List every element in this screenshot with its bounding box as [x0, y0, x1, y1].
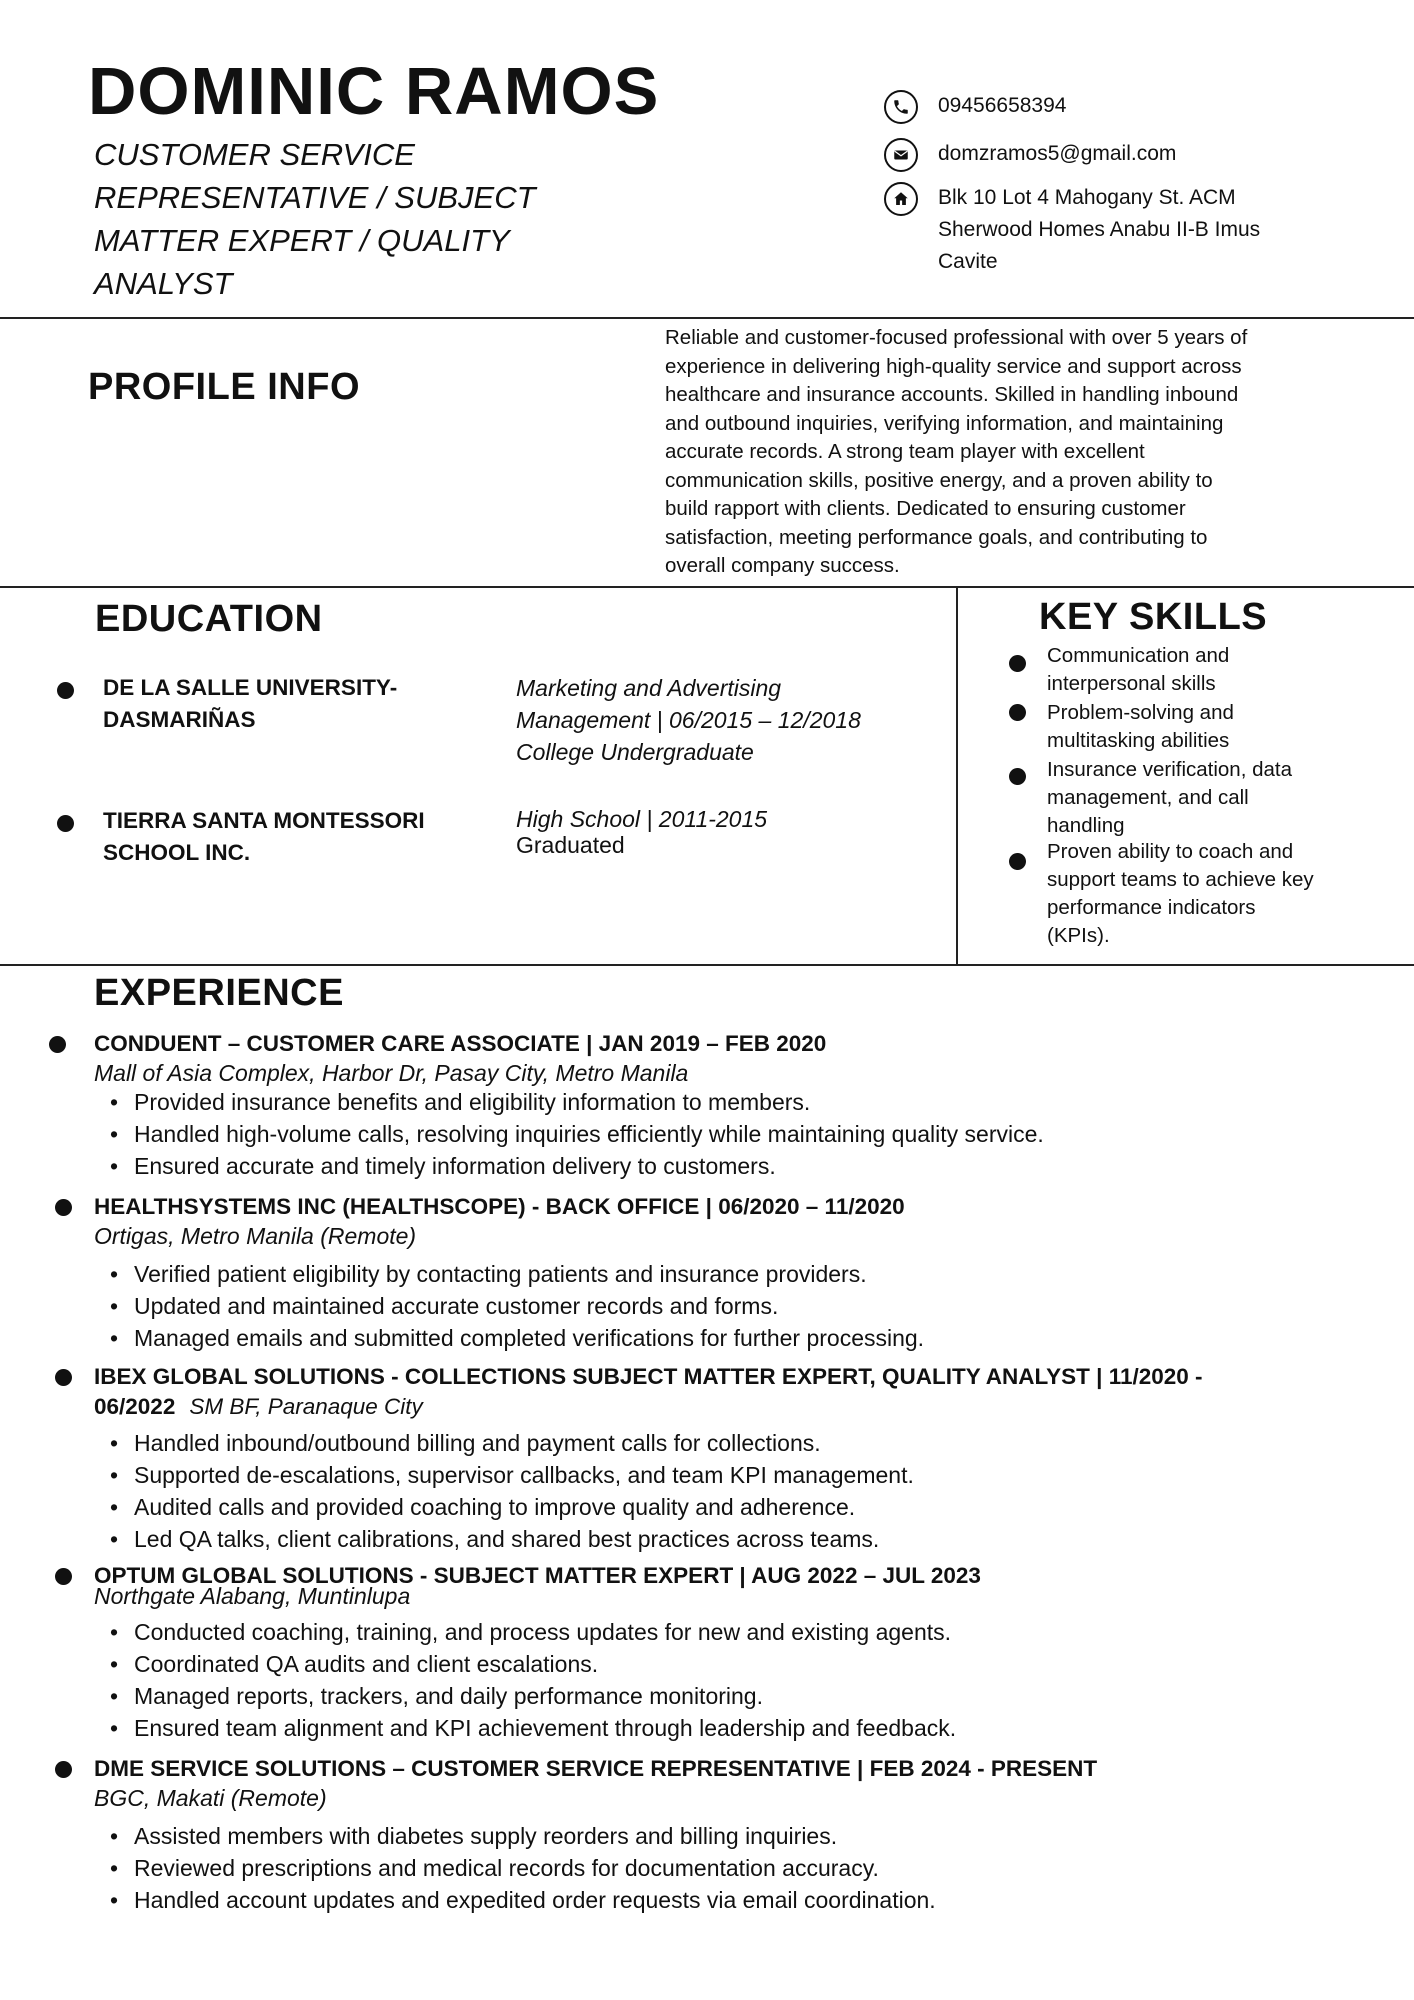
duty-item: • Conducted coaching, training, and process updates for new and existing agents. [110, 1616, 956, 1648]
education-bullet [57, 815, 74, 832]
profile-line: and outbound inquiries, verifying information, and maintaining [665, 411, 1224, 435]
detail-line: College Undergraduate [516, 739, 754, 765]
skill-line: handling [1047, 814, 1125, 837]
detail-line: Marketing and Advertising [516, 675, 782, 701]
job-bullet [55, 1568, 72, 1585]
address-line: Cavite [938, 250, 998, 273]
profile-line: healthcare and insurance accounts. Skilled in handling inbound [665, 383, 1239, 406]
skill-line: Problem-solving and [1047, 701, 1234, 724]
duty-item: • Provided insurance benefits and eligibility information to members. [110, 1086, 1044, 1118]
duty-item: • Assisted members with diabetes supply reorders and billing inquiries. [110, 1820, 936, 1852]
duty-item: • Verified patient eligibility by contacting patients and insurance providers. [110, 1258, 924, 1290]
skill-item [1047, 699, 1377, 755]
detail-line: Management | 06/2015 – 12/2018 [516, 707, 861, 733]
skill-line: performance indicators [1047, 896, 1256, 919]
profile-line: experience in delivering high-quality service and support across [665, 354, 1242, 378]
skill-item [1047, 642, 1377, 698]
job-duties [110, 1427, 914, 1555]
skill-line: Proven ability to coach and [1047, 840, 1294, 863]
detail-status: Graduated [516, 832, 625, 858]
profile-line: communication skills, positive energy, and a proven ability to [665, 468, 1213, 492]
duty-item: • Led QA talks, client calibrations, and shared best practices across teams. [110, 1523, 914, 1555]
email-address[interactable]: domzramos5@gmail.com [938, 142, 1177, 165]
education-detail [516, 805, 767, 857]
education-bullet [57, 682, 74, 699]
job-bullet [55, 1199, 72, 1216]
duty-item: • Ensured team alignment and KPI achievement through leadership and feedback. [110, 1712, 956, 1744]
job-location: BGC, Makati (Remote) [94, 1785, 327, 1811]
duty-item: • Supported de-escalations, supervisor callbacks, and team KPI management. [110, 1459, 914, 1491]
skill-item [1047, 756, 1377, 840]
education-school [103, 805, 425, 869]
education-detail [516, 672, 861, 768]
column-divider [956, 587, 958, 964]
contact-email [884, 138, 1176, 172]
job-title-line: REPRESENTATIVE / SUBJECT [94, 180, 536, 215]
job-location: SM BF, Paranaque City [189, 1394, 423, 1419]
duty-item: • Coordinated QA audits and client escalations. [110, 1648, 956, 1680]
job-title-end: 06/2022 [94, 1394, 176, 1419]
education-heading: EDUCATION [95, 598, 323, 640]
profile-summary [665, 324, 1375, 581]
job-title-line: ANALYST [94, 266, 233, 301]
phone-number[interactable]: 09456658394 [938, 94, 1067, 117]
skill-bullet [1009, 704, 1026, 721]
school-line: DE LA SALLE UNIVERSITY- [103, 675, 398, 700]
divider [0, 317, 1414, 319]
job-title: DME SERVICE SOLUTIONS – CUSTOMER SERVICE REPRESENTATIVE | FEB 2024 - PRESENT [94, 1756, 1098, 1781]
job-bullet [55, 1369, 72, 1386]
candidate-name: DOMINIC RAMOS [88, 54, 660, 129]
skill-line: interpersonal skills [1047, 672, 1216, 695]
duty-item: • Handled high-volume calls, resolving inquiries efficiently while maintaining quality service. [110, 1118, 1044, 1150]
experience-heading: EXPERIENCE [94, 972, 344, 1014]
skill-line: Insurance verification, data [1047, 758, 1292, 781]
skill-item [1047, 838, 1377, 950]
job-title-line: CUSTOMER SERVICE [94, 137, 415, 172]
email-icon [884, 138, 918, 172]
duty-item: • Handled account updates and expedited order requests via email coordination. [110, 1884, 936, 1916]
job-title: HEALTHSYSTEMS INC (HEALTHSCOPE) - BACK OFFICE | 06/2020 – 11/2020 [94, 1194, 905, 1219]
school-line: TIERRA SANTA MONTESSORI [103, 808, 425, 833]
school-line: SCHOOL INC. [103, 840, 251, 865]
detail-line: High School | 2011-2015 [516, 806, 768, 832]
skill-line: management, and call [1047, 786, 1249, 809]
skill-line: (KPIs). [1047, 924, 1110, 947]
job-duties [110, 1820, 936, 1916]
job-duties [110, 1086, 1044, 1182]
job-title [94, 133, 614, 305]
duty-item: • Reviewed prescriptions and medical records for documentation accuracy. [110, 1852, 936, 1884]
profile-heading: PROFILE INFO [88, 366, 360, 408]
skill-bullet [1009, 655, 1026, 672]
profile-line: Reliable and customer-focused professional with over 5 years of [665, 326, 1248, 349]
job-title: IBEX GLOBAL SOLUTIONS - COLLECTIONS SUBJECT MATTER EXPERT, QUALITY ANALYST | 11/2020 - [94, 1364, 1203, 1389]
skill-bullet [1009, 768, 1026, 785]
skill-line: Communication and [1047, 644, 1230, 667]
address-text [938, 182, 1260, 278]
skill-line: support teams to achieve key [1047, 868, 1314, 891]
skills-heading: KEY SKILLS [1039, 596, 1268, 638]
contact-address [884, 182, 1260, 278]
school-line: DASMARIÑAS [103, 707, 256, 732]
profile-line: accurate records. A strong team player with excellent [665, 440, 1145, 463]
divider [0, 964, 1414, 966]
duty-item: • Managed reports, trackers, and daily performance monitoring. [110, 1680, 956, 1712]
job-location: Mall of Asia Complex, Harbor Dr, Pasay City, Metro Manila [94, 1060, 689, 1086]
job-title: CONDUENT – CUSTOMER CARE ASSOCIATE | JAN 2019 – FEB 2020 [94, 1031, 827, 1056]
address-line: Blk 10 Lot 4 Mahogany St. ACM [938, 186, 1236, 209]
job-title: OPTUM GLOBAL SOLUTIONS - SUBJECT MATTER EXPERT | AUG 2022 – JUL 2023 [94, 1563, 981, 1588]
education-school [103, 672, 397, 736]
divider [0, 586, 1414, 588]
duty-item: • Updated and maintained accurate customer records and forms. [110, 1290, 924, 1322]
duty-item: • Ensured accurate and timely information delivery to customers. [110, 1150, 1044, 1182]
job-duties [110, 1616, 956, 1744]
skill-bullet [1009, 853, 1026, 870]
job-bullet [55, 1761, 72, 1778]
job-title-line: MATTER EXPERT / QUALITY [94, 223, 510, 258]
phone-icon [884, 90, 918, 124]
job-location: Northgate Alabang, Muntinlupa [94, 1583, 411, 1609]
home-icon [884, 182, 918, 216]
job-title-continued [94, 1392, 423, 1422]
skill-line: multitasking abilities [1047, 729, 1230, 752]
job-location: Ortigas, Metro Manila (Remote) [94, 1223, 417, 1249]
profile-line: build rapport with clients. Dedicated to ensuring customer [665, 497, 1186, 520]
job-duties [110, 1258, 924, 1354]
duty-item: • Managed emails and submitted completed verifications for further processing. [110, 1322, 924, 1354]
contact-phone [884, 90, 1066, 124]
duty-item: • Audited calls and provided coaching to improve quality and adherence. [110, 1491, 914, 1523]
job-bullet [49, 1036, 66, 1053]
duty-item: • Handled inbound/outbound billing and payment calls for collections. [110, 1427, 914, 1459]
profile-line: overall company success. [665, 554, 900, 577]
address-line: Sherwood Homes Anabu II-B Imus [938, 218, 1261, 241]
profile-line: satisfaction, meeting performance goals, and contributing to [665, 525, 1208, 549]
